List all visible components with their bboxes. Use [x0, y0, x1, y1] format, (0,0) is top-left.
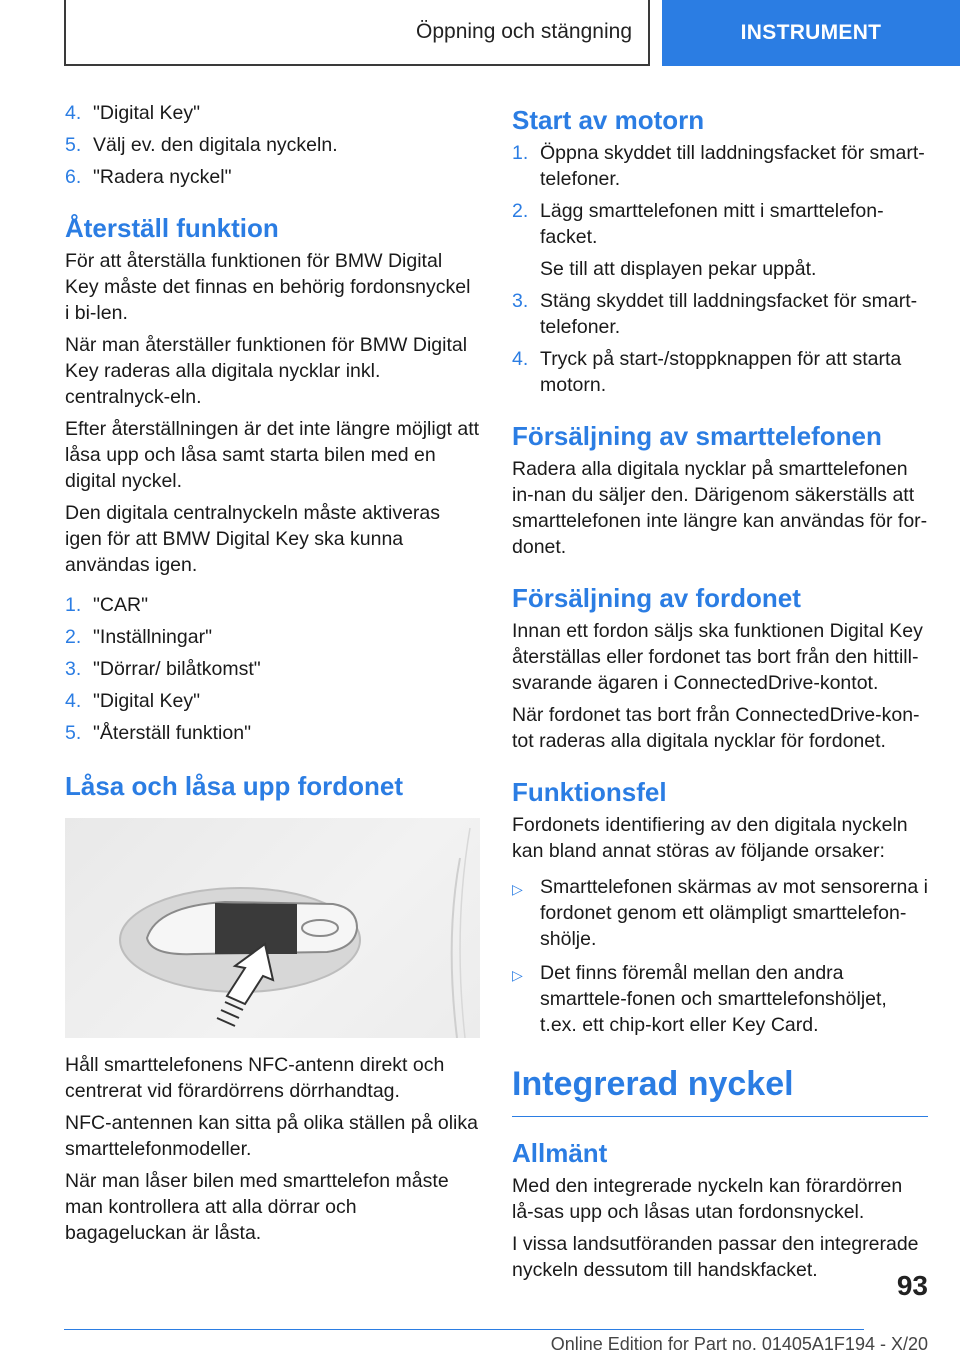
list-item: 4. Tryck på start-/stoppknappen för att starta motorn.	[512, 348, 902, 396]
start-steps-list	[512, 140, 928, 250]
door-handle-nfc-icon	[65, 818, 480, 1038]
list-item: 2. "Inställningar"	[65, 626, 212, 648]
list-item: 4. "Digital Key"	[65, 690, 201, 712]
reset-paragraph-4: Den digitala centralnyckeln måste aktiveras igen för att BMW Digital Key ska kunna användas igen.	[65, 502, 441, 576]
triangle-bullet-icon: ▷	[512, 881, 523, 897]
sale-car-heading: Försäljning av fordonet	[512, 583, 801, 613]
door-handle-illustration	[65, 818, 480, 1038]
list-item: 5. Välj ev. den digitala nyckeln.	[65, 134, 338, 156]
start-steps-list-2	[512, 288, 928, 398]
reset-paragraph-3: Efter återställningen är det inte längre möjligt att låsa upp och låsa samt starta bilen med en digital nyckel.	[65, 418, 480, 492]
list-item: ▷ Smarttelefonen skärmas av mot sensorerna i fordonet genom ett olämpligt smarttelefon-shölje.	[512, 876, 929, 950]
reset-paragraph-2: När man återställer funktionen för BMW Digital Key raderas alla digitala nycklar inkl. centralnyck-eln.	[65, 334, 468, 408]
sale-car-paragraph-2: När fordonet tas bort från ConnectedDrive-kon-tot raderas alla digitala nycklar för fordonet.	[512, 704, 920, 752]
list-item: 1. Öppna skyddet till laddningsfacket för smart-telefoner.	[512, 142, 925, 190]
sale-phone-heading: Försäljning av smarttelefonen	[512, 421, 882, 451]
list-item: 2. Lägg smarttelefonen mitt i smarttelefon-facket.	[512, 200, 884, 248]
fault-heading: Funktionsfel	[512, 777, 667, 807]
page-number: 93	[896, 1270, 928, 1301]
integrated-key-heading: Integrerad nyckel	[512, 1062, 928, 1117]
lock-heading: Låsa och låsa upp fordonet	[65, 771, 404, 801]
header-chapter-tab[interactable]	[662, 0, 960, 66]
lock-paragraph-3: När man låser bilen med smarttelefon måste man kontrollera att alla dörrar och bagageluckan är låsta.	[65, 1170, 449, 1244]
triangle-bullet-icon: ▷	[512, 967, 523, 983]
start-heading: Start av motorn	[512, 105, 705, 135]
general-paragraph-1: Med den integrerade nyckeln kan förardörren lå-sas upp och låsas utan fordonsnyckel.	[512, 1175, 903, 1223]
reset-paragraph-1: För att återställa funktionen för BMW Digital Key måste det finnas en behörig fordonsnyckel i bi-len.	[65, 250, 471, 324]
list-item: ▷ Det finns föremål mellan den andra smarttele-fonen och smarttelefonshöljet, t.ex. ett chip-kort eller Key Card.	[512, 962, 887, 1036]
list-item: 3. "Dörrar/ bilåtkomst"	[65, 658, 261, 680]
reset-heading: Återställ funktion	[65, 213, 279, 243]
list-item: 5. "Återställ funktion"	[65, 722, 251, 744]
left-column	[65, 100, 480, 1252]
start-note: Se till att displayen pekar uppåt.	[540, 258, 817, 280]
list-item: 6. "Radera nyckel"	[65, 166, 232, 188]
fault-paragraph: Fordonets identifiering av den digitala nyckeln kan bland annat störas av följande orsaker:	[512, 814, 908, 862]
lock-paragraph-1: Håll smarttelefonens NFC-antenn direkt och centrerat vid förardörrens dörrhandtag.	[65, 1054, 445, 1102]
list-item: 4. "Digital Key"	[65, 102, 201, 124]
fault-bullets-list	[512, 874, 928, 1038]
footer-divider	[64, 1329, 864, 1330]
lock-paragraph-2: NFC-antennen kan sitta på olika ställen på olika smarttelefonmodeller.	[65, 1112, 478, 1160]
header-section-title: Öppning och stängning	[416, 20, 632, 43]
list-item: 1. "CAR"	[65, 594, 149, 616]
list-item: 3. Stäng skyddet till laddningsfacket för smart-telefoner.	[512, 290, 918, 338]
general-paragraph-2: I vissa landsutföranden passar den integrerade nyckeln dessutom till handskfacket.	[512, 1233, 919, 1281]
right-column	[512, 100, 928, 1289]
header-chapter-title: INSTRUMENT	[740, 21, 882, 44]
sale-phone-paragraph: Radera alla digitala nycklar på smarttelefonen in-nan du säljer den. Därigenom säkerställs att smarttelefonen inte längre kan användas för for-donet.	[512, 458, 928, 558]
sale-car-paragraph-1: Innan ett fordon säljs ska funktionen Digital Key återställas eller fordonet tas bort från den hittill-svarande ägaren i ConnectedDrive-kontot.	[512, 620, 923, 694]
reset-steps-list	[65, 592, 480, 746]
general-heading: Allmänt	[512, 1138, 608, 1168]
footer-edition: Online Edition for Part no. 01405A1F194 - X/20	[550, 1334, 928, 1354]
header-section-tab	[64, 0, 650, 66]
steps-top-list	[65, 100, 480, 190]
